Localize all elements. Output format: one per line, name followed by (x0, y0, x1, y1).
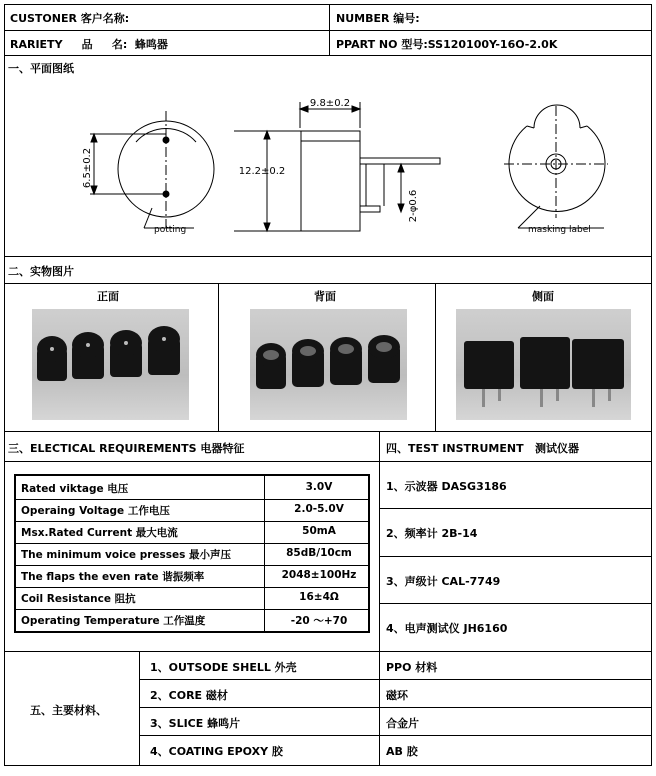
materials-row-divider-2 (139, 707, 652, 708)
front-view-drawing (90, 111, 214, 228)
material-value: 合金片 (386, 717, 419, 730)
dim-diameter-text: 12.2±0.2 (238, 166, 286, 177)
rear-view-drawing (504, 105, 608, 228)
photo-back (250, 309, 407, 420)
table-row: The minimum voice presses 最小声压 85dB/10cm (16, 542, 368, 566)
material-part: 4、COATING EPOXY 胶 (150, 745, 283, 758)
instrument-divider-2 (379, 556, 652, 557)
electrical-section-title: 三、ELECTICAL REQUIREMENTS 电器特征 (8, 442, 245, 455)
instrument-section-title: 四、TEST INSTRUMENT 测试仪器 (386, 442, 580, 455)
technical-drawing (4, 56, 652, 256)
materials-row-divider-1 (139, 679, 652, 680)
material-value: PPO 材料 (386, 661, 438, 674)
materials-row-divider-3 (139, 735, 652, 736)
table-row: Operating Temperature 工作温度 -20 ～+70 (21, 615, 348, 627)
instrument-item: 2、频率计 2B-14 (386, 527, 478, 540)
instrument-item: 3、声级计 CAL-7749 (386, 575, 501, 588)
photo-back-label: 背面 (314, 290, 336, 303)
material-part: 2、CORE 磁材 (150, 689, 228, 702)
part-number-label: PPART NO 型号:SS120100Y-16O-2.0K (336, 38, 558, 51)
instrument-divider-1 (379, 508, 652, 509)
materials-vdivider-1 (139, 651, 140, 766)
electrical-table (14, 474, 370, 633)
table-row: Msx.Rated Current 最大电流 50mA (16, 520, 368, 544)
materials-section-title: 五、主要材料、 (30, 704, 107, 717)
instrument-divider-3 (379, 603, 652, 604)
materials-divider-top (4, 651, 652, 652)
photos-vdivider-1 (218, 283, 219, 431)
instrument-item: 1、示波器 DASG3186 (386, 480, 507, 493)
header-divider-1 (4, 30, 652, 31)
photo-front (32, 309, 189, 420)
number-label: NUMBER 编号: (336, 12, 420, 25)
material-part: 1、OUTSODE SHELL 外壳 (150, 661, 297, 674)
table-row: Operaing Voltage 工作电压 2.0-5.0V (16, 498, 368, 522)
instrument-item: 4、电声测试仪 JH6160 (386, 622, 508, 635)
electrical-divider-top (4, 431, 652, 432)
material-value: 磁环 (386, 689, 408, 702)
photo-front-label: 正面 (97, 290, 119, 303)
table-row: The flaps the even rate 谐振频率 2048±100Hz (16, 564, 368, 588)
electrical-title-divider (4, 461, 652, 462)
materials-vdivider-2 (379, 651, 380, 766)
photo-side-label: 侧面 (532, 290, 554, 303)
material-part: 3、SLICE 蜂鸣片 (150, 717, 241, 730)
drawing-section-title: 一、平面图纸 (8, 62, 74, 75)
variety-label: RARIETY 品 名: 蜂鸣器 (10, 38, 168, 51)
customer-label: CUSTONER 客户名称: (10, 12, 130, 25)
dim-pin-text: 2-φ0.6 (408, 189, 419, 223)
table-row: Rated viktage 电压 3.0V (16, 476, 368, 500)
photos-divider-top (4, 256, 652, 257)
photos-divider-mid (4, 283, 652, 284)
photos-vdivider-2 (435, 283, 436, 431)
dim-width-text: 9.8±0.2 (309, 98, 351, 109)
electrical-vdivider (379, 431, 380, 651)
header-vdivider (329, 4, 330, 55)
potting-label: potting (154, 225, 187, 235)
material-value: AB 胶 (386, 745, 418, 758)
masking-label-text: masking label (528, 225, 591, 235)
photo-side (456, 309, 631, 420)
table-row: Coil Resistance 阻抗 16±4Ω (16, 586, 368, 610)
photos-section-title: 二、实物图片 (8, 265, 74, 278)
dim-height-text: 6.5±0.2 (82, 147, 93, 189)
